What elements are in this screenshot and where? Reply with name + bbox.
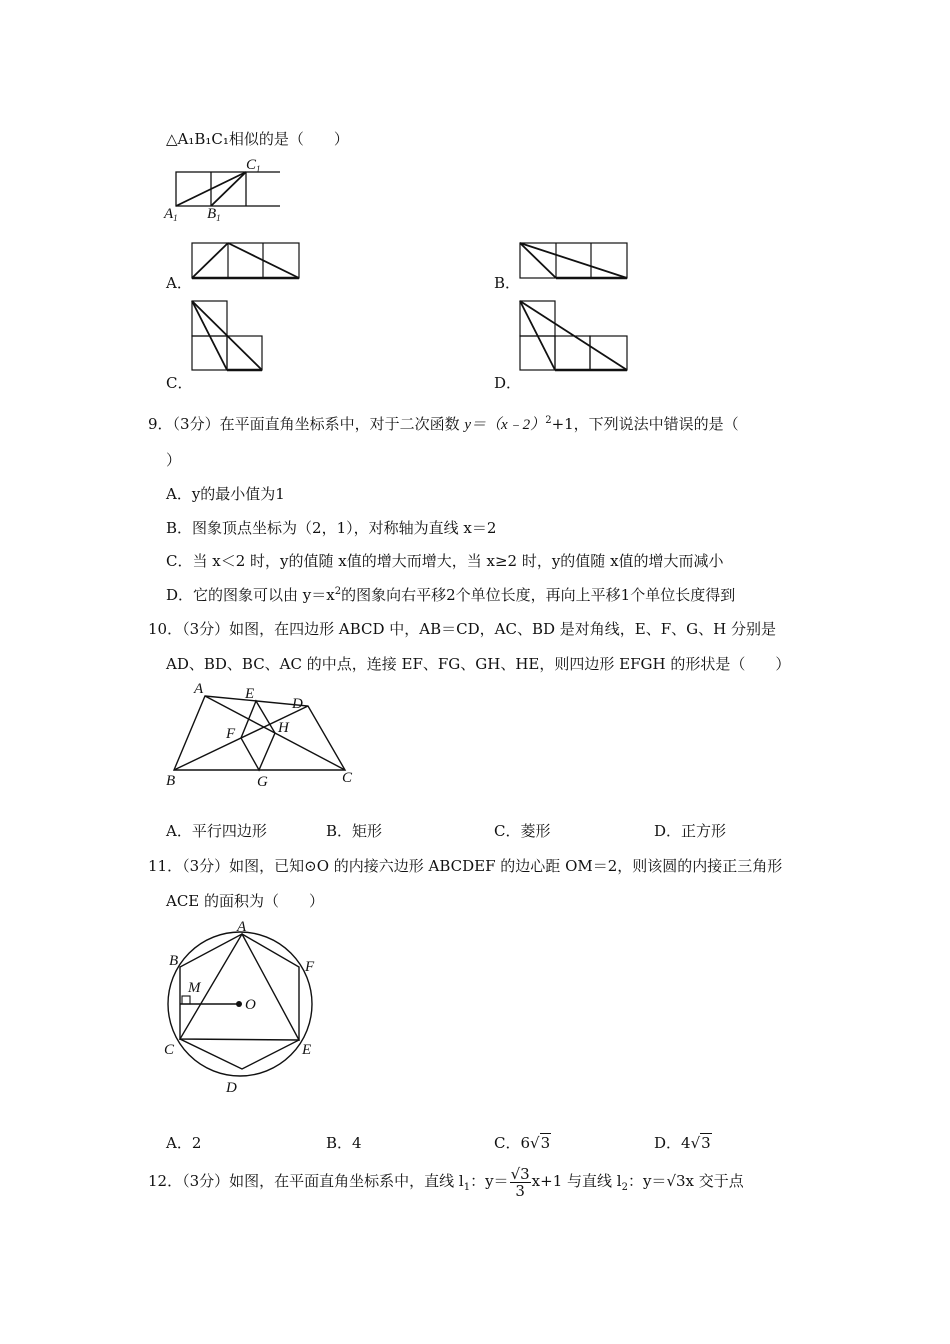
q9-option-c[interactable]: C．当 x＜2 时，y的值随 x值的增大而增大，当 x≥2 时，y的值随 x值的增大而减小: [166, 552, 724, 570]
q9-stem-pre: 9．（3分）在平面直角坐标系中，对于二次函数: [148, 415, 465, 433]
q10-option-b[interactable]: B．矩形: [326, 822, 383, 840]
q12-frac-num: √3: [510, 1164, 530, 1183]
q10-label-d: D: [292, 696, 303, 712]
q9-option-b[interactable]: B．图象顶点坐标为（2，1），对称轴为直线 x＝2: [166, 519, 497, 537]
q11-label-o: O: [245, 997, 256, 1013]
q8-option-a-label[interactable]: A．: [166, 274, 192, 292]
q12-stem: [148, 1164, 744, 1205]
q8-continuation: △A₁B₁C₁相似的是（ ）: [166, 130, 349, 148]
q10-label-a: A: [194, 681, 204, 697]
q10-label-g: G: [257, 774, 268, 788]
q8-option-b-label[interactable]: B．: [494, 274, 521, 292]
q12-rad: √3: [666, 1172, 686, 1190]
label-b1: $B_1$: [207, 206, 221, 223]
q12-stem-pre: 12．（3分）如图，在平面直角坐标系中，直线 l: [148, 1172, 464, 1190]
q10-label-b: B: [166, 773, 176, 788]
q10-option-d[interactable]: D．正方形: [654, 822, 727, 840]
q10-option-c[interactable]: C．菱形: [494, 822, 551, 840]
q9-option-a[interactable]: A．y的最小值为1: [166, 485, 285, 503]
q9-option-d-exp: 2: [334, 586, 342, 597]
q12-colon2: ：y＝: [627, 1172, 667, 1190]
q11-option-a[interactable]: A．2: [166, 1134, 202, 1152]
q10-label-e: E: [245, 686, 255, 702]
q11-label-c: C: [164, 1042, 175, 1058]
q11-label-b: B: [169, 953, 179, 969]
q12-colon1: ：y＝: [470, 1172, 509, 1190]
q10-label-c: C: [342, 770, 353, 786]
q11-option-b[interactable]: B．4: [326, 1134, 362, 1152]
q10-option-a[interactable]: A．平行四边形: [166, 822, 267, 840]
q8-option-a-figure[interactable]: [190, 241, 302, 281]
q11-option-d-rad-sign: √: [690, 1134, 701, 1152]
label-c1: $C_1$: [246, 157, 261, 174]
q11-label-a: A: [237, 919, 247, 935]
q11-label-f: F: [305, 959, 315, 975]
q11-label-e: E: [302, 1042, 312, 1058]
q12-mid: x+1 与直线 l: [531, 1172, 622, 1190]
q11-option-c-pre: C．6: [494, 1134, 531, 1152]
q8-option-d-label[interactable]: D．: [494, 374, 522, 392]
q11-option-c-rad-sign: √: [530, 1134, 540, 1152]
q9-stem-end: ）: [166, 451, 182, 469]
q8-reference-figure: [160, 155, 280, 227]
q12-fraction: [510, 1166, 531, 1199]
q11-option-d-pre: D．4: [654, 1134, 691, 1152]
q8-option-c-figure[interactable]: [190, 299, 266, 374]
q12-frac-den: 3: [515, 1181, 525, 1200]
q11-circle-hexagon-figure: [158, 912, 328, 1097]
q11-label-d: D: [226, 1080, 237, 1096]
q11-option-c[interactable]: [494, 1132, 551, 1153]
q10-stem-line1: 10．（3分）如图，在四边形 ABCD 中，AB＝CD，AC、BD 是对角线，E、F、G、H 分别是: [148, 620, 776, 638]
q9-stem: [148, 413, 739, 434]
q12-sub1: 1: [463, 1182, 471, 1193]
q9-stem-func: y＝（x﹣2）: [464, 417, 546, 433]
q8-option-c-label[interactable]: C．: [166, 374, 193, 392]
q9-option-d-pre: D．它的图象可以由 y＝x: [166, 586, 335, 604]
q10-label-h: H: [278, 720, 289, 736]
q9-option-d[interactable]: [166, 584, 735, 605]
q12-post: x 交于点: [685, 1172, 744, 1190]
q11-option-d[interactable]: [654, 1132, 712, 1153]
q9-option-d-post: 的图象向右平移2个单位长度，再向上平移1个单位长度得到: [341, 586, 736, 604]
q8-option-d-figure[interactable]: [518, 299, 630, 374]
q11-label-m: M: [188, 980, 201, 996]
q10-label-f: F: [226, 726, 236, 742]
q8-option-b-figure[interactable]: [518, 241, 630, 281]
q11-option-c-rad-val: 3: [540, 1134, 551, 1152]
q12-sub2: 2: [621, 1182, 628, 1193]
label-a1: $A_1$: [164, 206, 178, 223]
q10-quadrilateral-figure: [160, 678, 360, 788]
q9-stem-exp: 2: [545, 415, 552, 426]
q11-stem-line1: 11．（3分）如图，已知⊙O 的内接六边形 ABCDEF 的边心距 OM＝2，则该圆的内接正三角形: [148, 857, 783, 875]
q10-stem-line2: AD、BD、BC、AC 的中点，连接 EF、FG、GH、HE，则四边形 EFGH 的形状是（ ）: [166, 655, 791, 673]
q11-option-d-rad-val: 3: [701, 1134, 711, 1152]
q11-stem-line2: ACE 的面积为（ ）: [166, 892, 325, 910]
q9-stem-post: +1，下列说法中错误的是（: [551, 415, 739, 433]
